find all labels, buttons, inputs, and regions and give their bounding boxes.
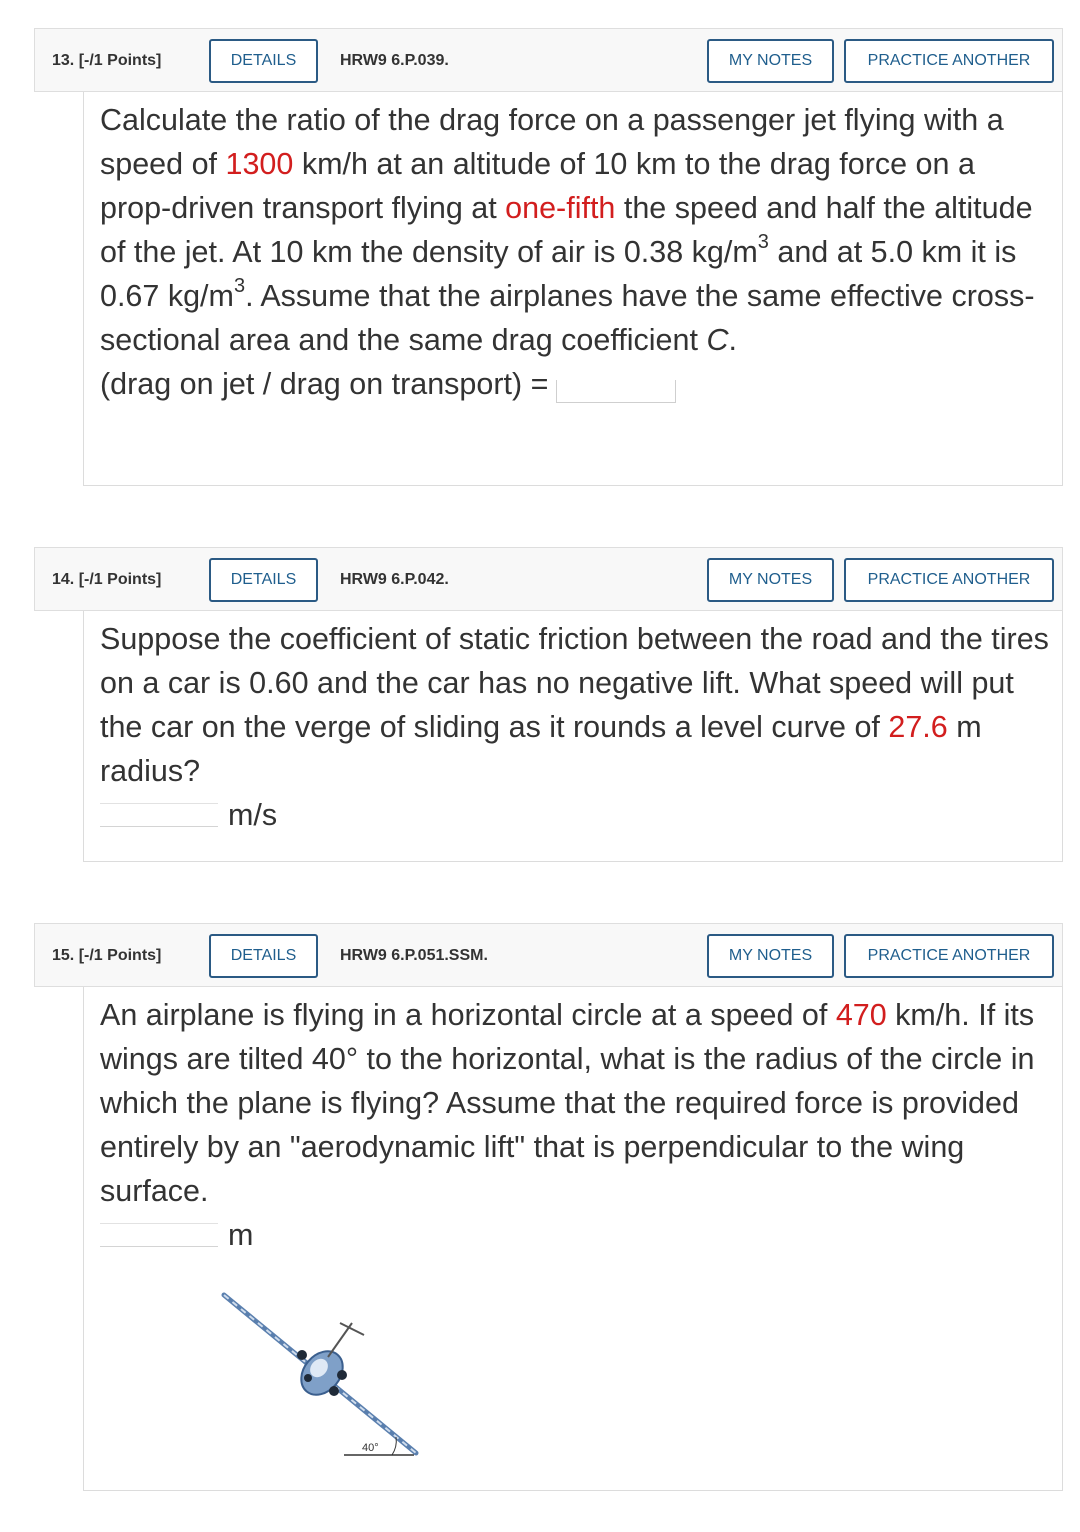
answer-row bbox=[100, 793, 400, 837]
answer-input[interactable] bbox=[556, 380, 676, 403]
engine-icon bbox=[304, 1374, 312, 1382]
unit-label: m bbox=[228, 1218, 254, 1252]
points-label: [-/1 Points] bbox=[78, 571, 162, 588]
answer-label: (drag on jet / drag on transport) = bbox=[100, 367, 549, 401]
question-header bbox=[34, 547, 1063, 611]
answer-input[interactable] bbox=[100, 803, 218, 827]
highlight-value: 470 bbox=[835, 998, 887, 1032]
my-notes-button[interactable]: MY NOTES bbox=[707, 39, 834, 83]
details-button[interactable]: DETAILS bbox=[209, 39, 318, 83]
question-body bbox=[83, 611, 1063, 862]
highlight-value: one-fifth bbox=[505, 191, 616, 225]
engine-icon bbox=[297, 1350, 307, 1360]
question-header bbox=[34, 28, 1063, 92]
question-body bbox=[83, 987, 1063, 1491]
question-text: Suppose the coefficient of static friction between the road and the tires on a car is 0.60 and the car has no negative lift. What speed will put the car on the verge of sliding as it rounds a level curve of 27.6 m radius? bbox=[100, 622, 1049, 788]
question-number: 14. bbox=[52, 571, 75, 588]
engine-icon bbox=[329, 1386, 339, 1396]
question-text: Calculate the ratio of the drag force on a passenger jet flying with a speed of 1300 km/h at an altitude of 10 km to the drag force on a prop-driven transport flying at one-fifth the speed and half the altitude of the jet. At 10 km the density of air is 0.38 $kg/m^3$ and at 5.0 km it is 0.67 $kg/m^3$. Assume that the airplanes have the same effective cross-sectional area and the same drag coefficient C. (drag on jet / drag on transport) = bbox=[100, 98, 1050, 406]
practice-another-button[interactable]: PRACTICE ANOTHER bbox=[844, 558, 1054, 602]
question-code: HRW9 6.P.042. bbox=[340, 571, 449, 588]
answer-row bbox=[100, 1213, 400, 1257]
angle-arc bbox=[392, 1437, 396, 1455]
points-label: [-/1 Points] bbox=[78, 947, 162, 964]
my-notes-button[interactable]: MY NOTES bbox=[707, 934, 834, 978]
angle-label: 40° bbox=[362, 1442, 379, 1454]
unit-label: m/s bbox=[228, 798, 278, 832]
question-number-points bbox=[52, 924, 161, 988]
engine-icon bbox=[337, 1370, 347, 1380]
practice-another-button[interactable]: PRACTICE ANOTHER bbox=[844, 39, 1054, 83]
question-code: HRW9 6.P.039. bbox=[340, 52, 449, 69]
answer-input[interactable] bbox=[100, 1223, 218, 1247]
question-text: An airplane is flying in a horizontal circle at a speed of 470 km/h. If its wings are tilted 40° to the horizontal, what is the radius of the circle in which the plane is flying? Assume that the required force is provided entirely by an "aerodynamic lift" that is perpendicular to the wing surface. bbox=[100, 998, 1035, 1208]
highlight-value: 1300 bbox=[225, 147, 294, 181]
banked-airplane-figure bbox=[204, 1275, 434, 1475]
highlight-value: 27.6 bbox=[888, 710, 948, 744]
question-code: HRW9 6.P.051.SSM. bbox=[340, 947, 488, 964]
details-button[interactable]: DETAILS bbox=[209, 934, 318, 978]
details-button[interactable]: DETAILS bbox=[209, 558, 318, 602]
question-number-points bbox=[52, 29, 161, 93]
question-body bbox=[83, 92, 1063, 486]
my-notes-button[interactable]: MY NOTES bbox=[707, 558, 834, 602]
question-number: 13. bbox=[52, 52, 75, 69]
question-number-points bbox=[52, 548, 161, 612]
points-label: [-/1 Points] bbox=[78, 52, 162, 69]
question-header bbox=[34, 923, 1063, 987]
practice-another-button[interactable]: PRACTICE ANOTHER bbox=[844, 934, 1054, 978]
question-number: 15. bbox=[52, 947, 75, 964]
